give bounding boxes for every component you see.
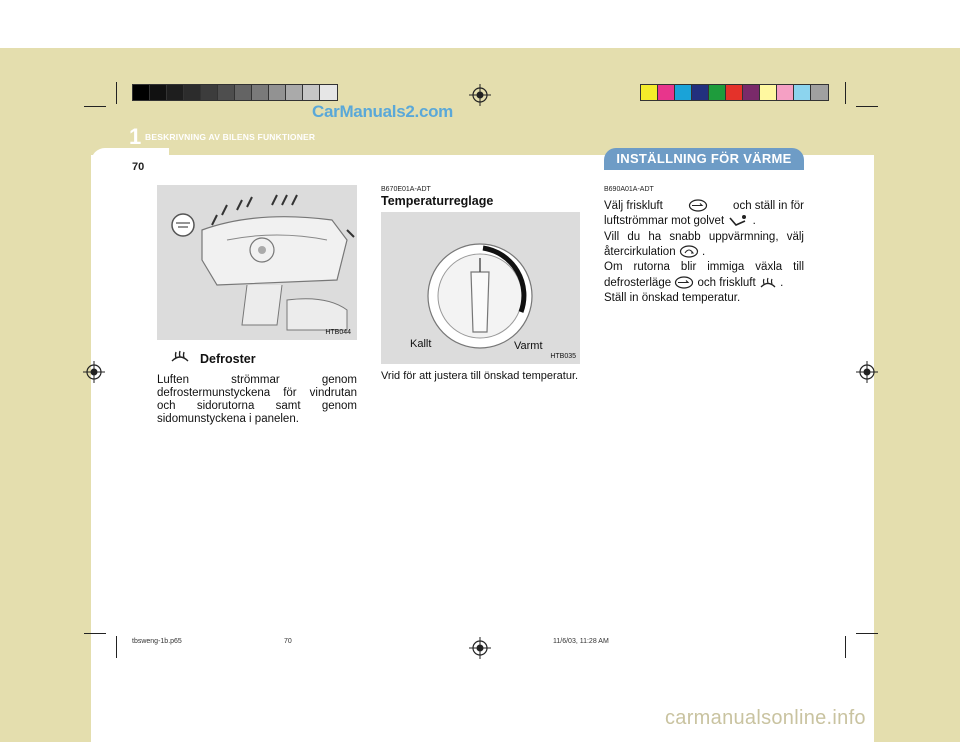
instruction-text: luftströmmar mot golvet — [604, 215, 725, 228]
instruction-text: . — [702, 245, 706, 258]
defroster-description: Luften strömmar genom defrostermunstyckena för vindrutan och sidorutorna samt genom sidomunstyckena i panelen. — [157, 374, 357, 425]
temperature-dial-figure — [381, 212, 580, 364]
instruction-line — [604, 245, 804, 260]
instruction-text: och friskluft — [697, 276, 756, 289]
instruction-line: Om rutorna blir immiga växla till — [604, 261, 804, 274]
recirculation-icon — [679, 245, 699, 258]
warm-label: Varmt — [514, 340, 543, 352]
color-swatch — [167, 85, 184, 100]
registration-mark-icon — [856, 361, 878, 383]
instruction-line: Vill du ha snabb uppvärmning, välj — [604, 230, 804, 243]
page-number: 70 — [132, 161, 145, 173]
crop-mark — [856, 633, 878, 634]
section-code: B670E01A-ADT — [381, 186, 431, 193]
crop-mark — [845, 636, 846, 658]
color-swatch — [252, 85, 269, 100]
watermark-bottom[interactable]: carmanualsonline.info — [665, 707, 866, 729]
color-swatch — [743, 85, 760, 100]
color-swatch — [658, 85, 675, 100]
defroster-title: Defroster — [200, 352, 256, 366]
crop-mark — [856, 106, 878, 107]
color-swatch — [692, 85, 709, 100]
instruction-text: defrosterläge — [604, 276, 672, 289]
figure-label: HTB035 — [550, 353, 576, 360]
heating-instructions — [604, 199, 804, 306]
color-swatch-strip — [640, 84, 829, 101]
temperature-description: Vrid för att justera till önskad temperatur. — [381, 370, 579, 382]
instruction-text: . — [780, 276, 784, 289]
cold-label: Kallt — [410, 338, 432, 350]
color-swatch — [675, 85, 692, 100]
figure-label: HTB044 — [325, 329, 351, 336]
color-swatch — [269, 85, 286, 100]
dashboard-figure — [157, 185, 357, 340]
color-swatch — [777, 85, 794, 100]
crop-mark — [116, 636, 117, 658]
section-header — [604, 148, 804, 170]
color-swatch — [201, 85, 218, 100]
section-code: B690A01A-ADT — [604, 186, 654, 193]
registration-mark-icon — [469, 637, 491, 659]
color-swatch — [641, 85, 658, 100]
color-swatch — [303, 85, 320, 100]
color-swatch — [184, 85, 201, 100]
instruction-line — [604, 214, 804, 229]
instruction-line — [604, 199, 804, 214]
instruction-line — [604, 276, 804, 291]
color-swatch — [760, 85, 777, 100]
floor-airflow-icon — [727, 214, 749, 228]
instruction-text: återcirkulation — [604, 245, 676, 258]
crop-mark — [116, 82, 117, 104]
instruction-text: . — [752, 215, 756, 228]
dashboard-illustration — [157, 185, 357, 340]
instruction-text: och ställ in för — [733, 200, 804, 212]
color-swatch — [150, 85, 167, 100]
page-number-tab — [91, 148, 169, 176]
color-swatch — [286, 85, 303, 100]
chapter-number: 1 — [129, 124, 142, 149]
crop-mark — [845, 82, 846, 104]
color-swatch — [726, 85, 743, 100]
fresh-air-icon — [688, 199, 708, 212]
color-swatch — [794, 85, 811, 100]
fresh-air-icon — [674, 276, 694, 289]
color-swatch — [133, 85, 150, 100]
instruction-text: Välj friskluft — [604, 200, 663, 212]
registration-mark-icon — [83, 361, 105, 383]
color-swatch — [709, 85, 726, 100]
color-swatch — [811, 85, 828, 100]
section-title: INSTÄLLNING FÖR VÄRME — [616, 151, 792, 166]
registration-mark-icon — [469, 84, 491, 106]
footer-timestamp: 11/6/03, 11:28 AM — [553, 638, 609, 645]
crop-mark — [84, 106, 106, 107]
color-swatch — [320, 85, 337, 100]
footer-page: 70 — [284, 638, 292, 645]
chapter-title: BESKRIVNING AV BILENS FUNKTIONER — [145, 132, 316, 142]
temperature-heading: Temperaturreglage — [381, 194, 494, 208]
gray-swatch-strip — [132, 84, 338, 101]
defroster-icon — [170, 349, 190, 365]
color-swatch — [235, 85, 252, 100]
defroster-icon — [759, 276, 777, 290]
watermark-top[interactable]: CarManuals2.com — [312, 102, 453, 121]
instruction-line: Ställ in önskad temperatur. — [604, 291, 741, 304]
footer-filename: tbsweng-1b.p65 — [132, 638, 182, 645]
color-swatch — [218, 85, 235, 100]
crop-mark — [84, 633, 106, 634]
